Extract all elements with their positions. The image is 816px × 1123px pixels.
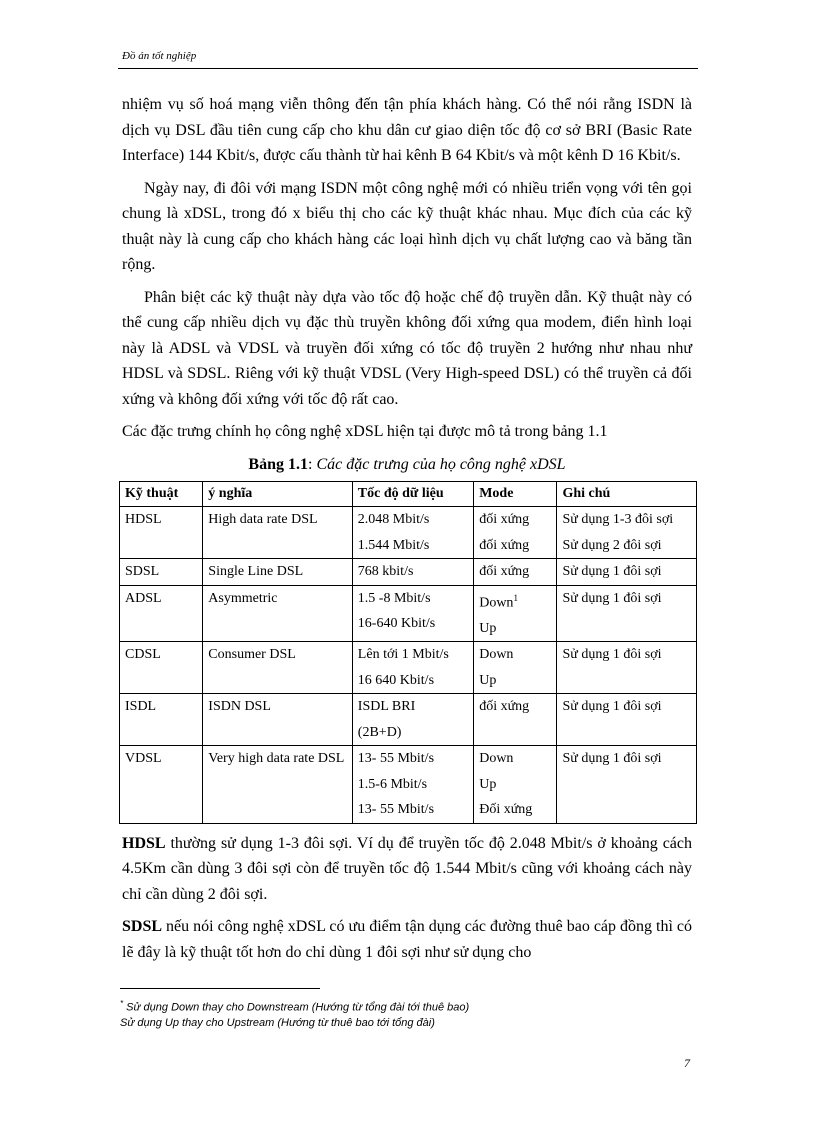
header-note: Ghi chú — [557, 482, 697, 507]
term-hdsl: HDSL — [122, 834, 166, 852]
rate-line: 16 640 Kbit/s — [357, 672, 435, 688]
cell-meaning: High data rate DSL — [203, 507, 353, 559]
xdsl-table — [119, 481, 697, 824]
mode-line — [479, 586, 551, 616]
cell-mode — [474, 507, 557, 559]
cell-meaning: ISDN DSL — [203, 694, 353, 746]
note-line: Sử dụng 1 đôi sợi — [562, 751, 662, 767]
rate-line: 1.5-6 Mbit/s — [357, 776, 428, 792]
mode-line: Đối xứng — [479, 802, 533, 818]
mode-line: Down — [479, 647, 514, 663]
cell-mode — [474, 559, 557, 586]
note-line: Sử dụng 2 đôi sợi — [562, 537, 662, 553]
table-header-row — [120, 482, 697, 507]
term-sdsl: SDSL — [122, 918, 163, 936]
cell-rate — [352, 559, 473, 586]
table-row — [120, 585, 697, 642]
paragraph-isdn: nhiệm vụ số hoá mạng viễn thông đến tận phía khách hàng. Có thể nói rằng ISDN là dịch vụ DSL đầu tiên cung cấp cho khu dân cư giao diện tốc độ cơ sở BRI (Basic Rate Interface) 144 Kbit/s, được cấu thành từ hai kênh B 64 Kbit/s và một kênh D 16 Kbit/s. — [122, 96, 692, 164]
mode-line: Down — [479, 751, 514, 767]
footnote-separator — [120, 988, 320, 989]
cell-note — [557, 694, 697, 746]
cell-mode — [474, 746, 557, 824]
note-line: Sử dụng 1 đôi sợi — [562, 564, 662, 579]
cell-note — [557, 746, 697, 824]
paragraph-classification: Phân biệt các kỹ thuật này dựa vào tốc độ hoặc chế độ truyền dẫn. Kỹ thuật này có thể cung cấp nhiều dịch vụ đặc thù truyền không đối xứng qua modem, điển hình loại này là ADSL và VDSL và truyền đối xứng có tốc độ truyền 2 hướng như nhau như HDSL và SDSL. Riêng với kỹ thuật VDSL (Very High-speed DSL) có thể truyền cả đối xứng và không đối xứng với tốc độ rất cao. — [122, 288, 692, 408]
header-meaning: ý nghĩa — [203, 482, 353, 507]
footnote-marker: * — [120, 999, 124, 1008]
table-row — [120, 642, 697, 694]
note-line: Sử dụng 1 đôi sợi — [562, 590, 662, 606]
cell-tech: CDSL — [120, 642, 203, 694]
paragraph-sdsl — [122, 914, 692, 965]
table-row — [120, 559, 697, 586]
rate-line: 1.544 Mbit/s — [357, 537, 430, 553]
page-body — [122, 92, 692, 972]
table-caption-separator: : — [307, 455, 317, 473]
rate-line: 13- 55 Mbit/s — [357, 802, 435, 818]
cell-tech: SDSL — [120, 559, 203, 586]
rate-line: Lên tới 1 Mbit/s — [357, 647, 449, 663]
cell-tech: HDSL — [120, 507, 203, 559]
footnote-line: Sử dụng Up thay cho Upstream (Hướng từ thuê bao tới tổng đài) — [120, 1016, 435, 1029]
cell-meaning: Consumer DSL — [203, 642, 353, 694]
cell-note — [557, 507, 697, 559]
cell-rate — [352, 746, 473, 824]
meaning-text: Very high data rate DSL — [208, 751, 345, 767]
table-caption — [122, 452, 692, 478]
paragraph-xdsl-intro: Ngày nay, đi đôi với mạng ISDN một công nghệ mới có nhiều triển vọng với tên gọi chung là xDSL, trong đó x biểu thị cho các kỹ thuật khác nhau. Mục đích của các kỹ thuật này là cung cấp cho khách hàng các loại hình dịch vụ chất lượng cao và băng tần rộng. — [122, 179, 692, 273]
footnote-ref: 1 — [513, 592, 518, 603]
cell-mode — [474, 585, 557, 642]
mode-line: đối xứng — [479, 564, 530, 579]
note-line: Sử dụng 1 đôi sợi — [562, 699, 662, 715]
footnote-line — [120, 996, 700, 1016]
cell-rate — [352, 642, 473, 694]
hdsl-description: thường sử dụng 1-3 đôi sợi. Ví dụ để truyền tốc độ 2.048 Mbit/s ở khoảng cách 4.5Km cần dùng 3 đôi sợi còn để truyền tốc độ 1.544 Mbit/s cũng với khoảng cách này chỉ cần dùng 2 đôi sợi. — [122, 834, 692, 903]
note-line: Sử dụng 1 đôi sợi — [562, 647, 662, 663]
rate-line: ISDL BRI — [357, 699, 416, 715]
running-header: Đồ án tốt nghiệp — [122, 50, 197, 62]
rate-line: 1.5 -8 Mbit/s — [357, 590, 431, 606]
cell-tech: VDSL — [120, 746, 203, 824]
mode-line: Up — [479, 620, 497, 636]
table-row — [120, 694, 697, 746]
header-tech: Kỹ thuật — [120, 482, 203, 507]
cell-rate — [352, 694, 473, 746]
mode-line: đối xứng — [479, 512, 530, 527]
table-caption-title: Các đặc trưng của họ công nghệ xDSL — [316, 455, 566, 473]
mode-line: đối xứng — [479, 699, 530, 715]
page-number: 7 — [684, 1056, 690, 1070]
footnotes — [120, 996, 700, 1031]
cell-tech: ISDL — [120, 694, 203, 746]
cell-mode — [474, 642, 557, 694]
table-row — [120, 746, 697, 824]
cell-tech: ADSL — [120, 585, 203, 642]
mode-line: Up — [479, 672, 497, 688]
sdsl-description: nếu nói công nghệ xDSL có ưu điểm tận dụng các đường thuê bao cáp đồng thì có lẽ đây là kỹ thuật tốt hơn do chỉ dùng 1 đôi sợi như sử dụng cho — [122, 918, 693, 961]
cell-note — [557, 559, 697, 586]
paragraph-hdsl — [122, 831, 692, 908]
header-mode: Mode — [474, 482, 557, 507]
mode-text: Down — [479, 595, 514, 611]
cell-rate — [352, 585, 473, 642]
table-row — [120, 507, 697, 559]
cell-mode — [474, 694, 557, 746]
cell-meaning: Single Line DSL — [203, 559, 353, 586]
header-divider — [118, 68, 698, 69]
rate-line: 16-640 Kbit/s — [357, 616, 436, 631]
cell-meaning: Asymmetric — [203, 585, 353, 642]
note-line: Sử dụng 1-3 đôi sợi — [562, 512, 674, 527]
rate-line: (2B+D) — [357, 724, 402, 740]
rate-line: 2.048 Mbit/s — [357, 512, 430, 527]
cell-note — [557, 585, 697, 642]
rate-line: 768 kbit/s — [357, 564, 414, 579]
rate-line: 13- 55 Mbit/s — [357, 751, 435, 767]
table-caption-label: Bảng 1.1 — [248, 455, 308, 473]
footnote-text: Sử dụng Down thay cho Downstream (Hướng từ tổng đài tới thuê bao) — [123, 1001, 470, 1014]
paragraph-table-ref: Các đặc trưng chính họ công nghệ xDSL hiện tại được mô tả trong bảng 1.1 — [122, 423, 608, 440]
header-rate: Tốc độ dữ liệu — [352, 482, 473, 507]
cell-note — [557, 642, 697, 694]
cell-meaning — [203, 746, 353, 824]
cell-rate — [352, 507, 473, 559]
mode-line: đối xứng — [479, 537, 530, 553]
mode-line: Up — [479, 776, 497, 792]
